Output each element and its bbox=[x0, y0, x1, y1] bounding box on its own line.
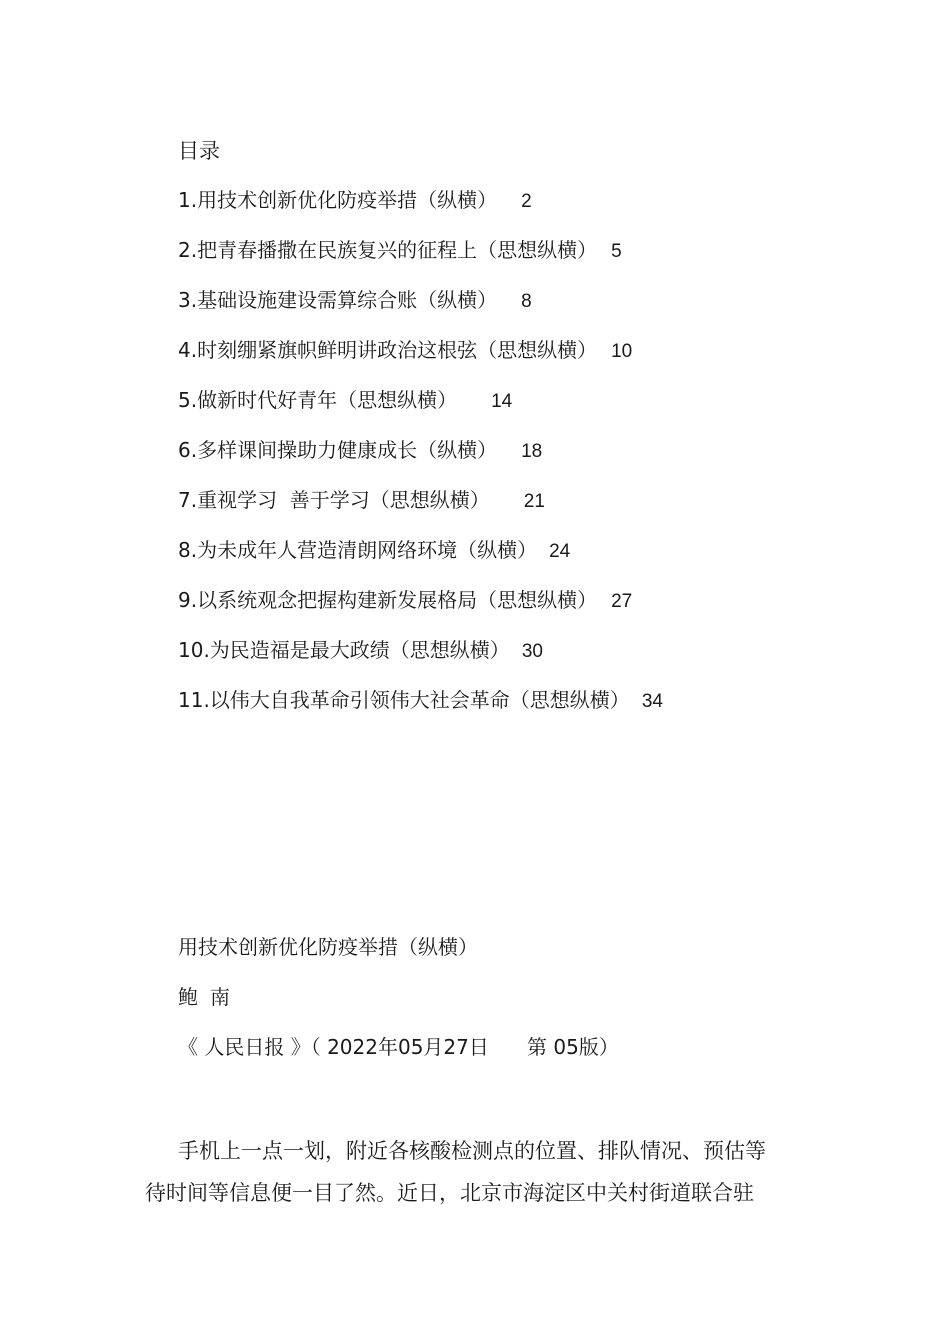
toc-item-page: 21 bbox=[523, 491, 545, 512]
toc-item[interactable] bbox=[178, 587, 663, 637]
toc-item[interactable] bbox=[178, 487, 663, 537]
toc-item[interactable] bbox=[178, 637, 663, 687]
toc-item[interactable] bbox=[178, 537, 663, 587]
toc-item-title: 11.以伟大自我革命引领伟大社会革命（思想纵横） bbox=[178, 688, 630, 712]
article-title: 用技术创新优化防疫举措（纵横） bbox=[178, 935, 478, 959]
toc-item-title: 5.做新时代好青年（思想纵横） bbox=[178, 388, 458, 412]
toc-item-page: 2 bbox=[521, 191, 532, 212]
toc-item-title: 8.为未成年人营造清朗网络环境（纵横） bbox=[178, 538, 538, 562]
toc-item-page: 18 bbox=[521, 441, 543, 462]
toc-heading: 目录 bbox=[178, 139, 220, 163]
article-body bbox=[145, 1130, 807, 1214]
toc-item-title: 9.以系统观念把握构建新发展格局（思想纵横） bbox=[178, 588, 598, 612]
toc-item-page: 30 bbox=[521, 641, 543, 662]
toc-item-page: 10 bbox=[611, 341, 633, 362]
toc-item-title: 2.把青春播撒在民族复兴的征程上（思想纵横） bbox=[178, 238, 598, 262]
toc-item-title: 10.为民造福是最大政绩（思想纵横） bbox=[178, 638, 510, 662]
toc-item[interactable] bbox=[178, 187, 663, 237]
body-paragraph-line: 手机上一点一划，附近各核酸检测点的位置、排队情况、预估等 bbox=[178, 1139, 766, 1163]
toc-item-page: 34 bbox=[641, 691, 663, 712]
toc-item-page: 24 bbox=[549, 541, 571, 562]
toc-item[interactable] bbox=[178, 337, 663, 387]
article-source: 《 人民日报 》（ 2022年05月27日 第 05版） bbox=[178, 1035, 619, 1059]
toc-item-title: 3.基础设施建设需算综合账（纵横） bbox=[178, 288, 498, 312]
toc-item-title: 6.多样课间操助力健康成长（纵横） bbox=[178, 438, 498, 462]
toc-item-page: 8 bbox=[521, 291, 532, 312]
toc-item-page: 14 bbox=[491, 391, 513, 412]
toc-item[interactable] bbox=[178, 237, 663, 287]
toc-item[interactable] bbox=[178, 437, 663, 487]
toc-item-title: 1.用技术创新优化防疫举措（纵横） bbox=[178, 188, 498, 212]
toc-item[interactable] bbox=[178, 687, 663, 737]
toc-item-title: 7.重视学习 善于学习（思想纵横） bbox=[178, 488, 490, 512]
toc-item-title: 4.时刻绷紧旗帜鲜明讲政治这根弦（思想纵横） bbox=[178, 338, 598, 362]
toc-item[interactable] bbox=[178, 287, 663, 337]
table-of-contents bbox=[178, 187, 663, 737]
body-paragraph-line: 待时间等信息便一目了然。近日，北京市海淀区中关村街道联合驻 bbox=[145, 1181, 754, 1205]
toc-item[interactable] bbox=[178, 387, 663, 437]
toc-item-page: 5 bbox=[611, 241, 622, 262]
article-author: 鲍南 bbox=[178, 985, 242, 1009]
toc-item-page: 27 bbox=[611, 591, 633, 612]
